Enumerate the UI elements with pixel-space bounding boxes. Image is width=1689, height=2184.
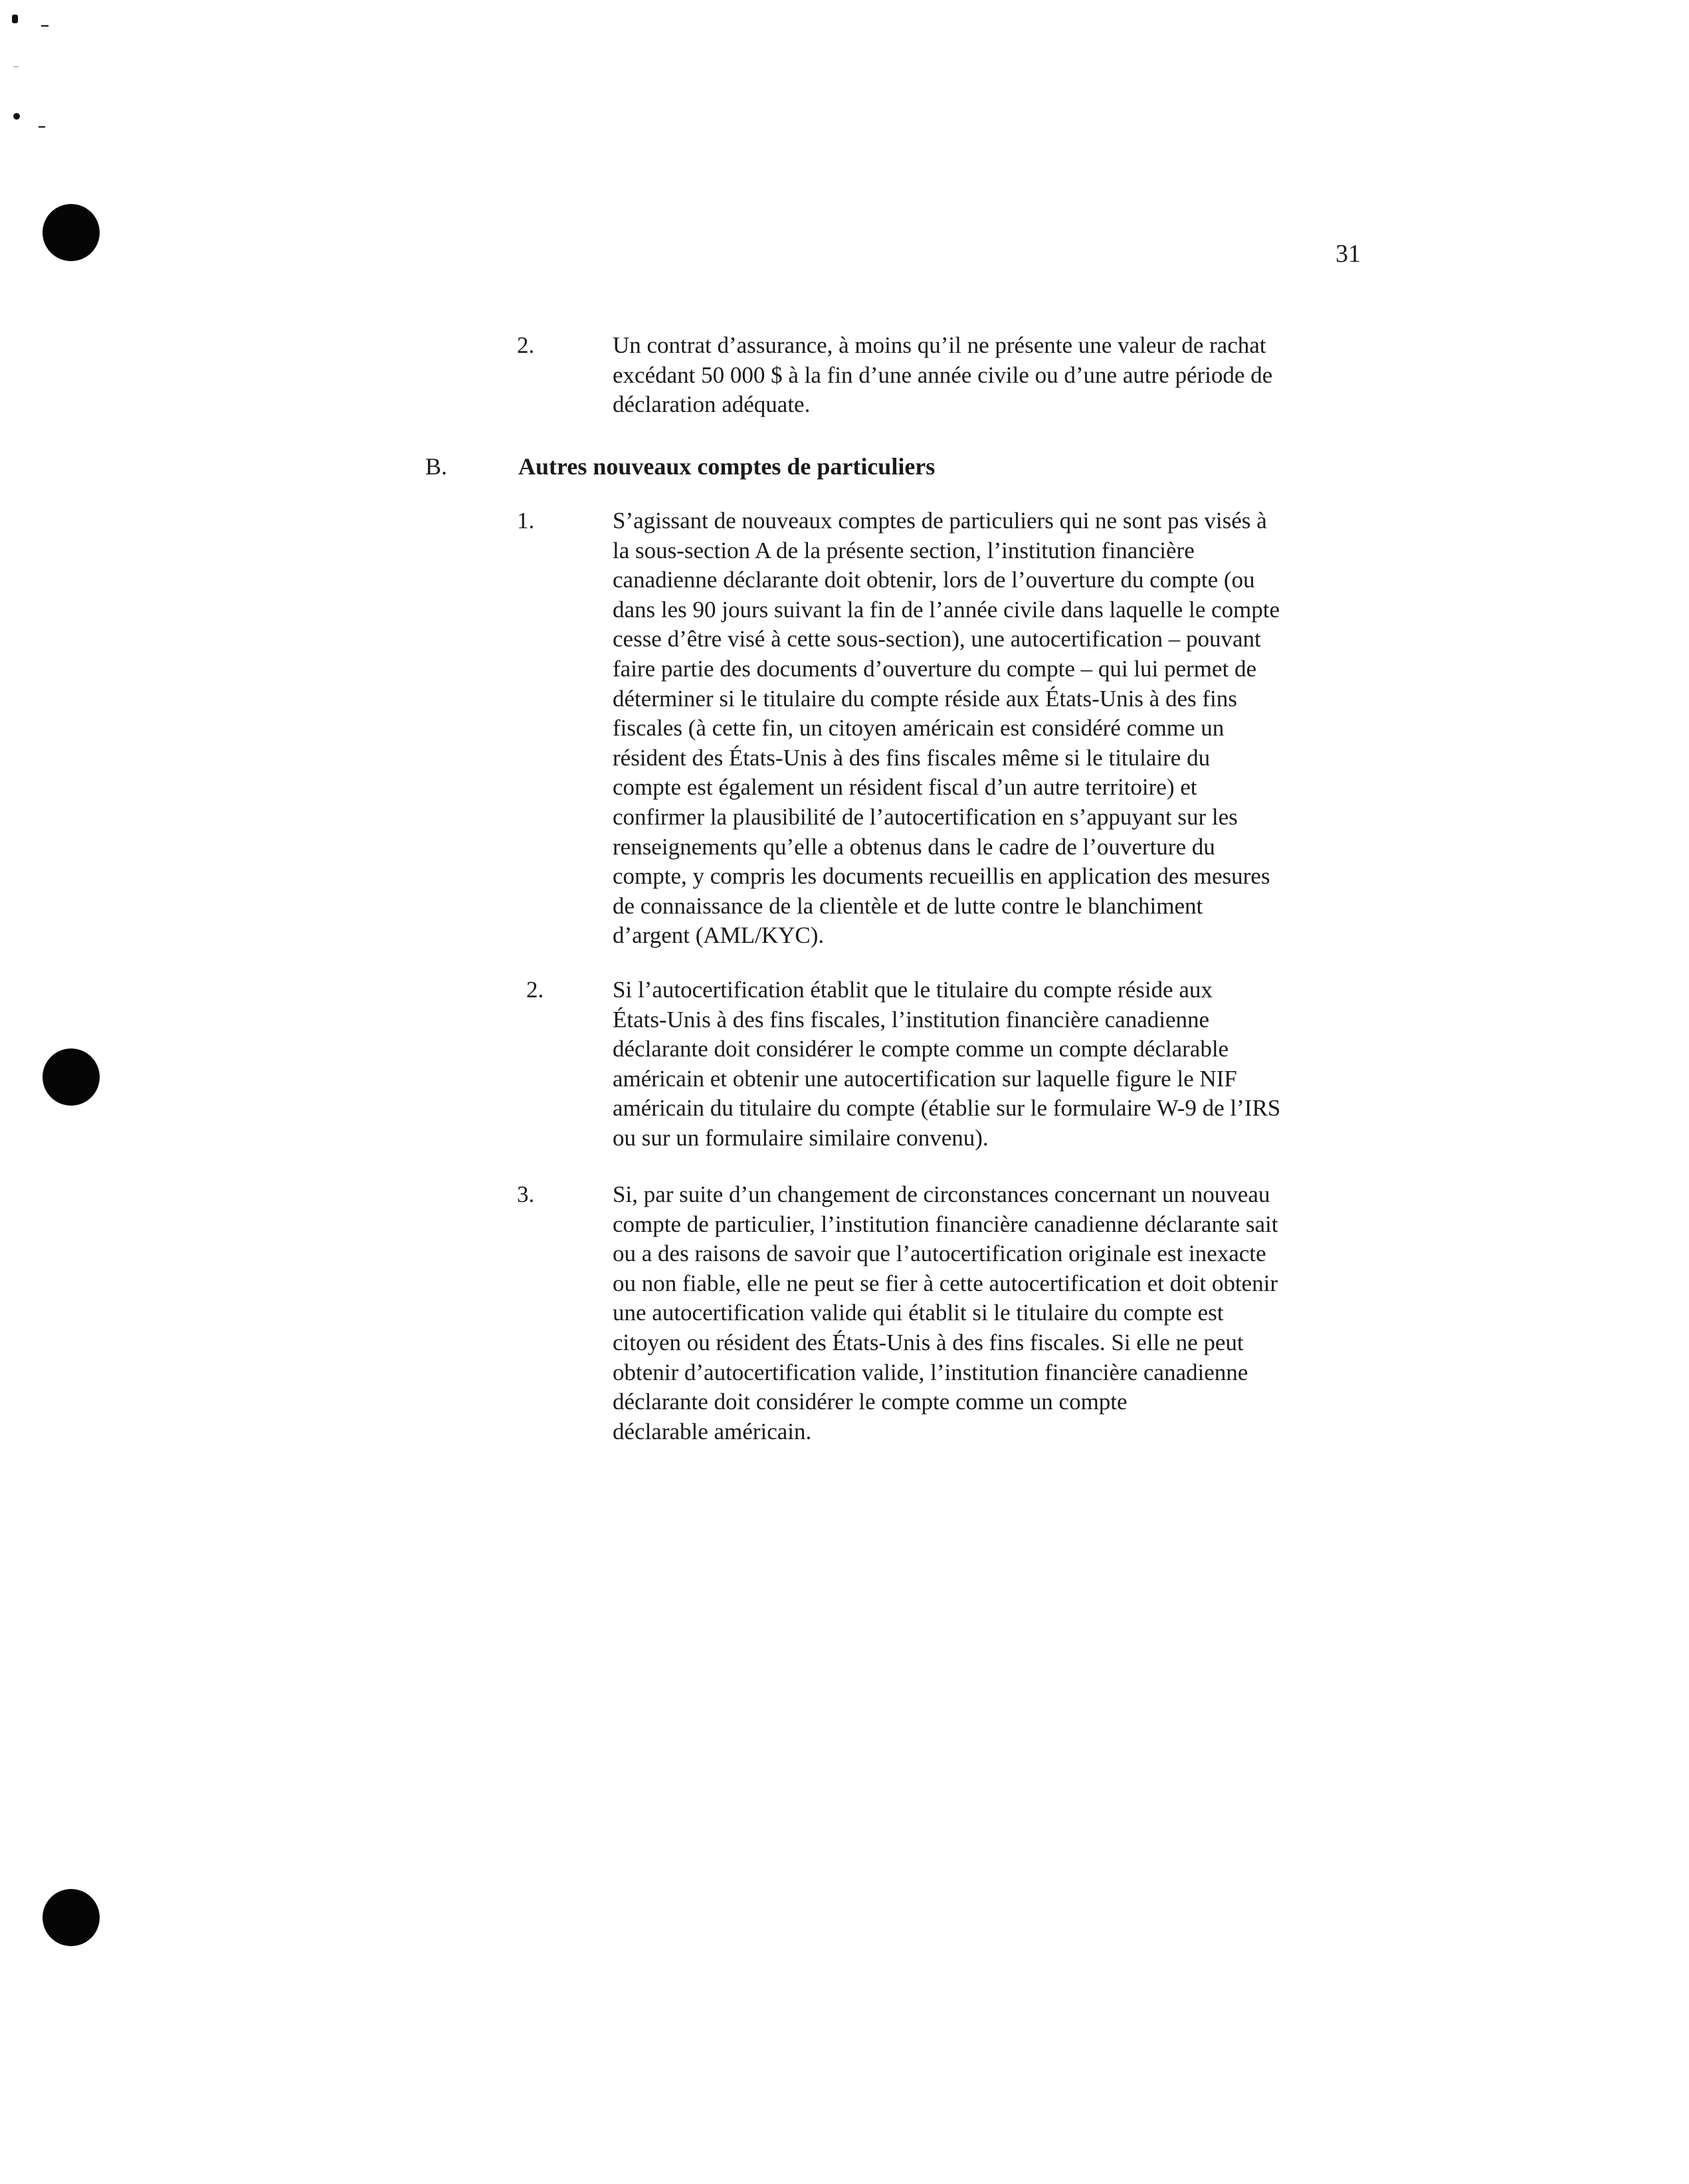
text-line: obtenir d’autocertification valide, l’institution financière canadienne (613, 1359, 1248, 1385)
scan-mark (12, 15, 18, 23)
item-number: 3. (517, 1181, 535, 1207)
text-line: déclarante doit considérer le compte comme un compte déclarable (613, 1036, 1229, 1062)
text-line: déclarable américain. (613, 1418, 812, 1444)
paragraph-b1 (613, 506, 1377, 951)
scan-mark (39, 126, 45, 128)
text-line: dans les 90 jours suivant la fin de l’année civile dans laquelle le compte (613, 596, 1280, 623)
text-line: confirmer la plausibilité de l’autocertification en s’appuyant sur les (613, 803, 1238, 830)
text-line: canadienne déclarante doit obtenir, lors de l’ouverture du compte (ou (613, 567, 1255, 593)
punch-hole (43, 1889, 100, 1946)
paragraph-b3 (613, 1180, 1377, 1446)
text-line: déterminer si le titulaire du compte réside aux États-Unis à des fins (613, 685, 1237, 712)
item-number: 1. (517, 508, 535, 534)
text-line: compte est également un résident fiscal d’un autre territoire) et (613, 774, 1197, 801)
text-line: déclarante doit considérer le compte comme un compte (613, 1389, 1128, 1415)
text-line: une autocertification valide qui établit si le titulaire du compte est (613, 1300, 1224, 1326)
text-line: excédant 50 000 $ à la fin d’une année civile ou d’une autre période de (613, 361, 1273, 388)
text-line: la sous-section A de la présente section, l’institution financière (613, 537, 1195, 563)
text-line: ou a des raisons de savoir que l’autocertification originale est inexacte (613, 1241, 1266, 1267)
text-line: renseignements qu’elle a obtenus dans le cadre de l’ouverture du (613, 833, 1215, 860)
punch-hole (43, 204, 100, 261)
text-line: compte, y compris les documents recueillis en application des mesures (613, 863, 1270, 890)
text-line: S’agissant de nouveaux comptes de particuliers qui ne sont pas visés à (613, 508, 1267, 534)
text-line: fiscales (à cette fin, un citoyen américain est considéré comme un (613, 715, 1225, 742)
item-number: 2. (517, 332, 535, 358)
text-line: ou non fiable, elle ne peut se fier à cette autocertification et doit obtenir (613, 1270, 1278, 1296)
paragraph-a2 (613, 331, 1377, 420)
text-line: d’argent (AML/KYC). (613, 922, 825, 949)
section-title: Autres nouveaux comptes de particuliers (518, 453, 936, 480)
text-line: ou sur un formulaire similaire convenu). (613, 1124, 989, 1151)
page-number: 31 (1336, 240, 1361, 268)
text-line: citoyen ou résident des États-Unis à des fins fiscales. Si elle ne peut (613, 1329, 1244, 1355)
text-line: de connaissance de la clientèle et de lutte contre le blanchiment (613, 892, 1203, 919)
text-line: américain du titulaire du compte (établie sur le formulaire W-9 de l’IRS (613, 1095, 1281, 1122)
text-line: faire partie des documents d’ouverture du compte – qui lui permet de (613, 655, 1256, 682)
paragraph-b2 (613, 975, 1377, 1153)
text-line: américain et obtenir une autocertification sur laquelle figure le NIF (613, 1065, 1237, 1092)
scan-mark (13, 66, 19, 67)
text-line: résident des États-Unis à des fins fiscales même si le titulaire du (613, 744, 1211, 771)
text-line: Si l’autocertification établit que le titulaire du compte réside aux (613, 977, 1213, 1003)
text-line: cesse d’être visé à cette sous-section), une autocertification – pouvant (613, 626, 1261, 652)
text-line: États-Unis à des fins fiscales, l’institution financière canadienne (613, 1006, 1210, 1033)
text-line: Un contrat d’assurance, à moins qu’il ne présente une valeur de rachat (613, 332, 1266, 358)
punch-hole (43, 1048, 100, 1106)
item-number: 2. (526, 977, 544, 1003)
text-line: déclaration adéquate. (613, 391, 811, 418)
text-line: Si, par suite d’un changement de circonstances concernant un nouveau (613, 1181, 1270, 1207)
text-line: compte de particulier, l’institution financière canadienne déclarante sait (613, 1211, 1278, 1237)
section-letter: B. (425, 453, 448, 480)
scan-mark (41, 25, 49, 27)
scan-mark (13, 113, 20, 120)
